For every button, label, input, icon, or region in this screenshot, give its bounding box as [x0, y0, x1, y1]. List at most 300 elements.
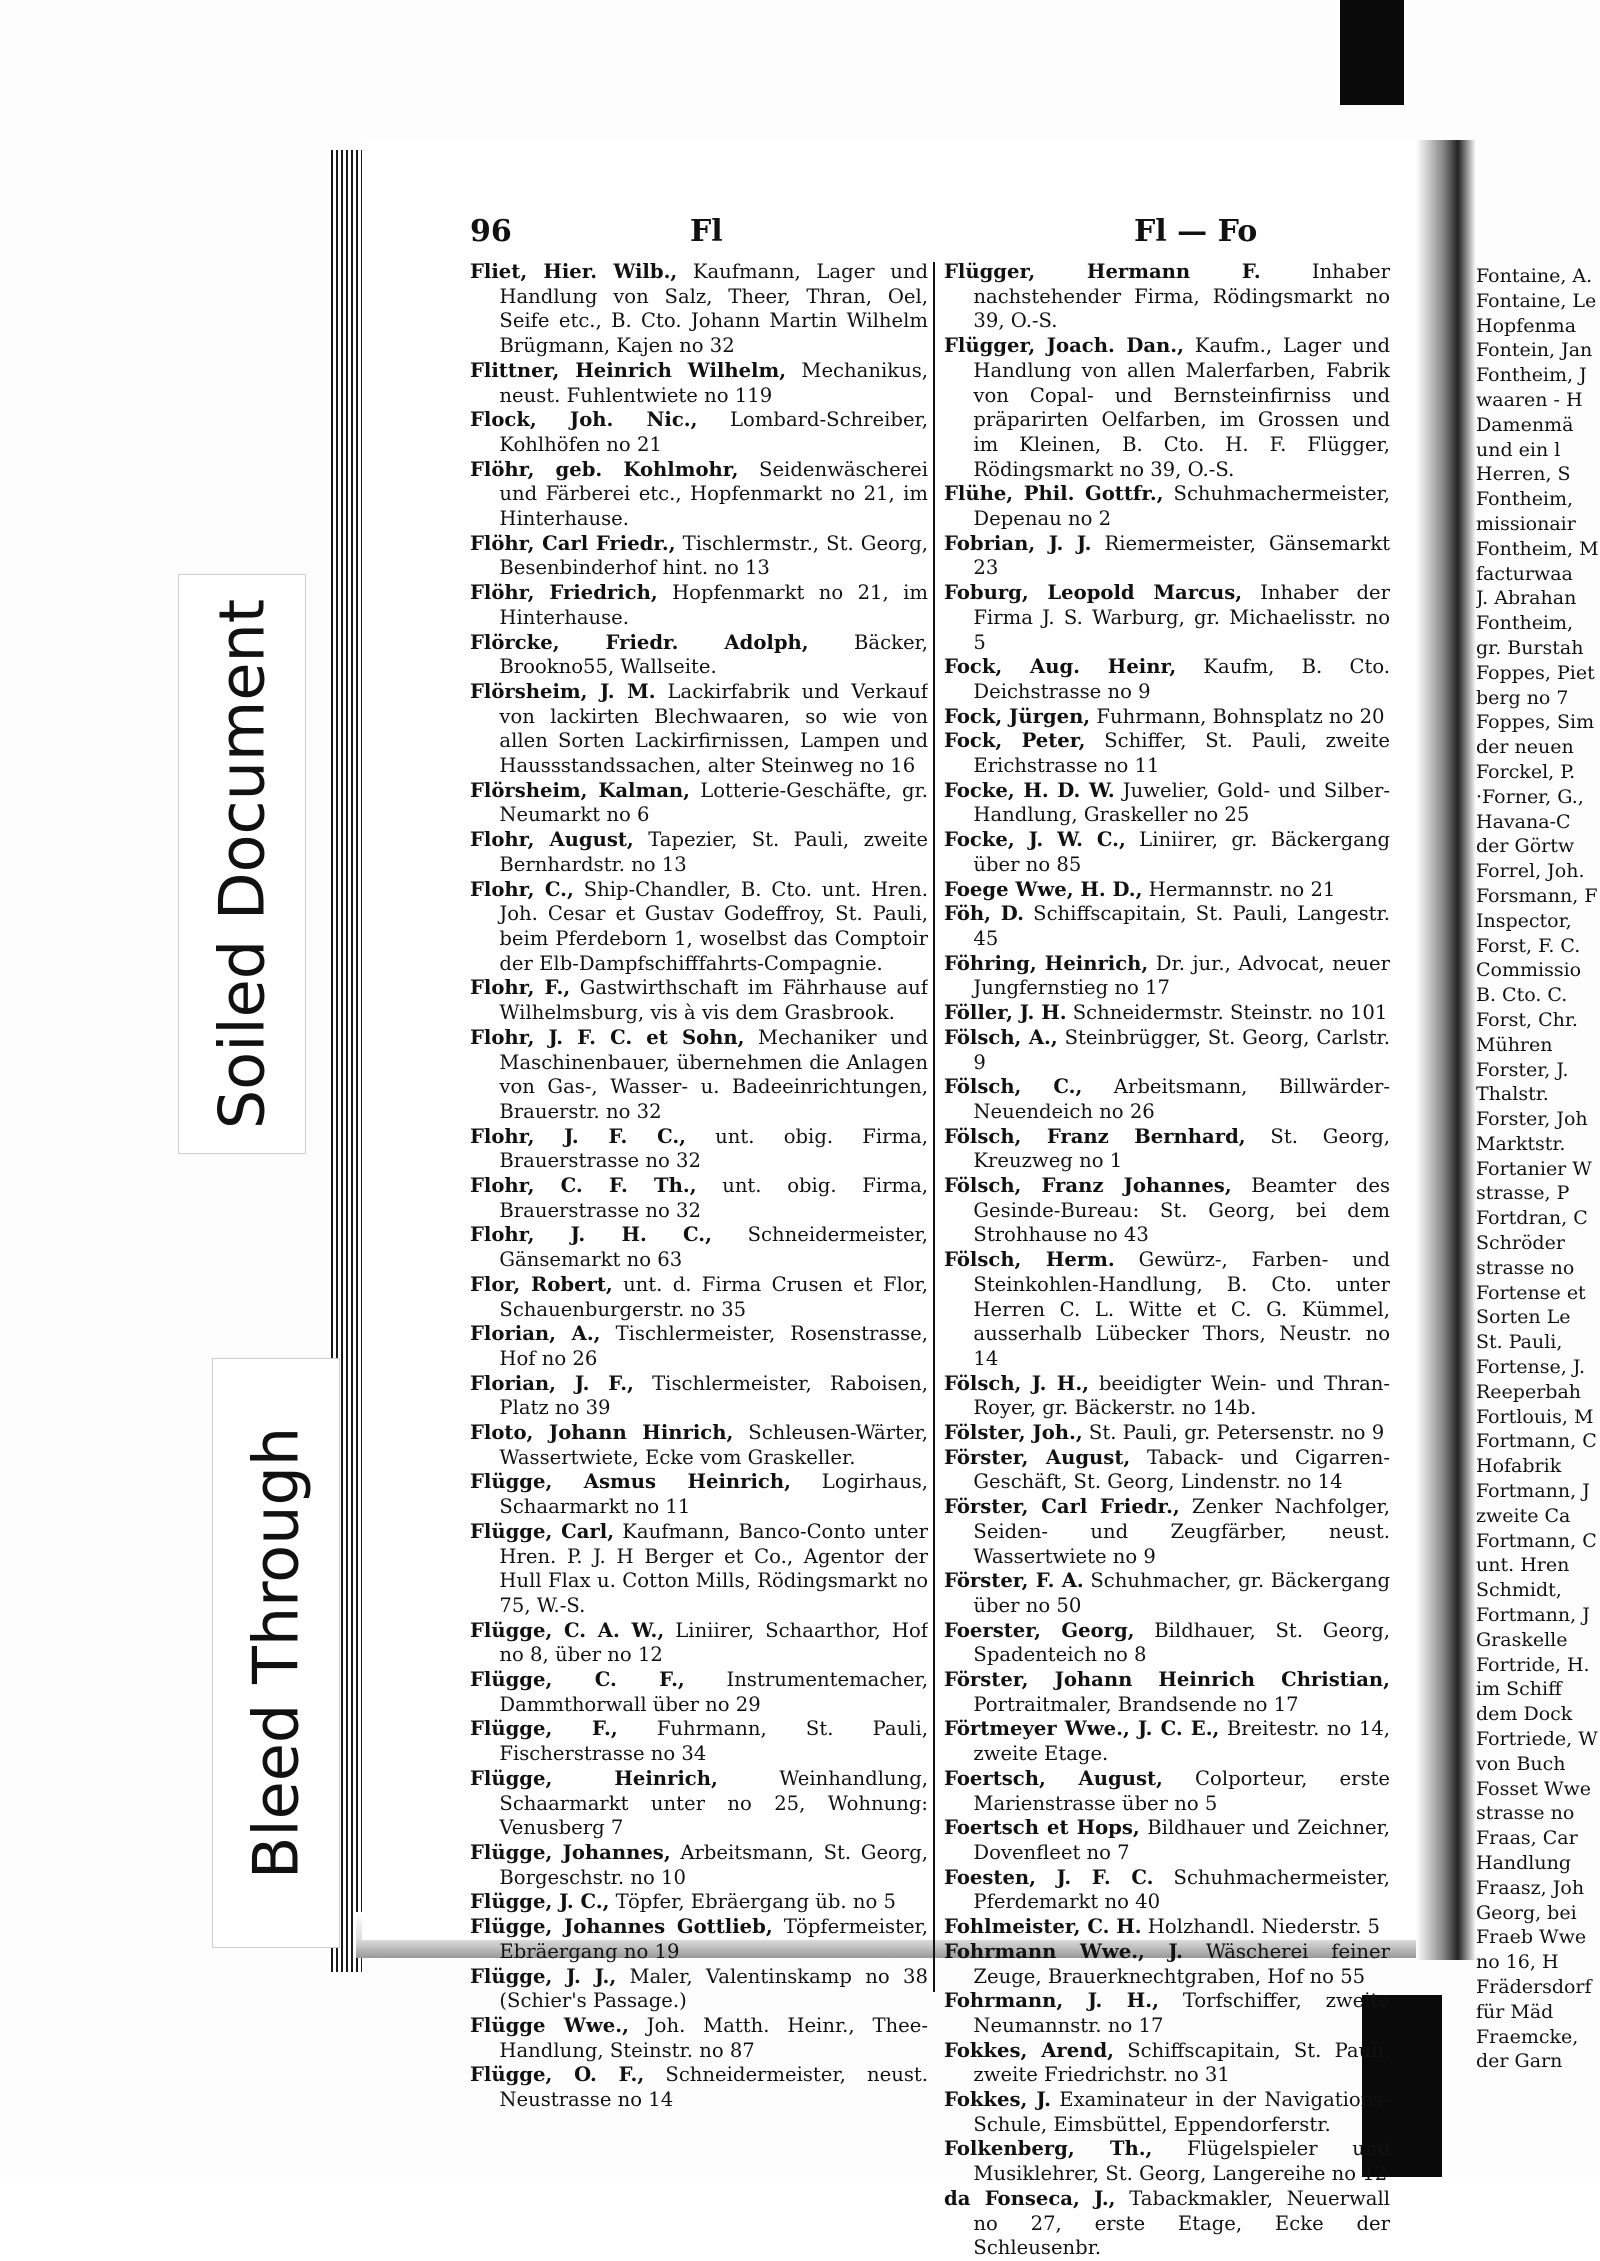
entry-details: Bildhauer, St. Georg, Spadenteich no 8 — [973, 1618, 1390, 1667]
directory-entry — [944, 828, 1390, 877]
entry-text — [470, 581, 928, 630]
entry-details: Inhaber der Firma J. S. Warburg, gr. Michaelisstr. no 5 — [973, 581, 1390, 654]
entry-details: unt. obig. Firma, Brauerstrasse no 32 — [499, 1174, 928, 1222]
entry-details: Lombard-Schreiber, Kohlhöfen no 21 — [499, 408, 928, 456]
entry-details: Tischlermeister, Rosenstrasse, Hof no 26 — [499, 1322, 928, 1370]
entry-details: Logirhaus, Schaarmarkt no 11 — [499, 1470, 928, 1519]
entry-text — [944, 532, 1390, 581]
directory-entry — [470, 779, 928, 828]
directory-entry — [470, 1125, 928, 1174]
entry-text — [944, 1816, 1390, 1865]
entry-text — [944, 1248, 1390, 1372]
edge-entry-fragment: Havana-C — [1476, 810, 1571, 833]
edge-entry-fragment: Foppes, Piet — [1476, 661, 1595, 684]
edge-entry-fragment: Forst, Chr. — [1476, 1008, 1578, 1031]
directory-entry — [944, 902, 1390, 951]
entry-text — [470, 779, 928, 828]
entry-name: Flörsheim, Kalman, — [470, 778, 690, 802]
directory-entry — [944, 878, 1390, 903]
edge-entry-fragment: gr. Burstah — [1476, 636, 1584, 659]
entry-name: Flügge Wwe., — [470, 2013, 629, 2037]
entry-name: Flügge, O. F., — [470, 2063, 645, 2087]
entry-details: Lackirfabrik und Verkauf von lackirten Blechwaaren, so wie von allen Sorten Lackirfirnissen, Lampen und Haussstandssachen, alter Steinweg no 16 — [499, 679, 928, 778]
edge-entry-fragment: Fraemcke, — [1476, 2025, 1579, 2048]
entry-details: unt. obig. Firma, Brauerstrasse no 32 — [499, 1124, 928, 1173]
entry-name: Foesten, J. F. C. — [944, 1865, 1154, 1889]
left-directory-column — [470, 260, 928, 2113]
entry-name: Flügger, Hermann F. — [944, 260, 1261, 283]
entry-name: Flock, Joh. Nic., — [470, 408, 698, 432]
directory-entry — [470, 1619, 928, 1668]
edge-entry-fragment: Fortdran, C — [1476, 1207, 1588, 1230]
directory-entry — [944, 952, 1390, 1001]
directory-entry — [470, 1841, 928, 1890]
right-running-head: Fl — Fo — [1134, 214, 1258, 249]
entry-details: Hopfenmarkt no 21, im Hinterhause. — [499, 581, 928, 629]
entry-name: Flügge, C. A. W., — [470, 1618, 665, 1642]
entry-text — [470, 1174, 928, 1223]
directory-entry — [944, 2088, 1390, 2137]
entry-name: Flügge, Asmus Heinrich, — [470, 1470, 791, 1494]
directory-entry — [944, 1001, 1390, 1026]
directory-entry — [470, 2063, 928, 2112]
entry-details: Hermannstr. no 21 — [1142, 877, 1336, 901]
entry-name: Flügge, J. J., — [470, 1964, 617, 1988]
entry-details: unt. d. Firma Crusen et Flor, Schauenburgerstr. no 35 — [499, 1272, 928, 1321]
edge-entry-fragment: Thalstr. — [1476, 1083, 1549, 1106]
entry-name: Föller, J. H. — [944, 1001, 1067, 1025]
entry-text — [944, 1569, 1390, 1618]
entry-name: Fölsch, Franz Johannes, — [944, 1174, 1232, 1198]
entry-details: Schiffer, St. Pauli, zweite Erichstrasse no 11 — [973, 729, 1390, 778]
entry-text — [470, 1421, 928, 1470]
entry-text — [470, 1322, 928, 1371]
entry-name: Flügge, Carl, — [470, 1519, 615, 1543]
entry-text — [944, 952, 1390, 1001]
entry-details: Schneidermstr. Steinstr. no 101 — [1066, 1001, 1388, 1025]
entry-details: Schuhmacher, gr. Bäckergang über no 50 — [973, 1569, 1390, 1617]
edge-entry-fragment: für Mäd — [1476, 2000, 1554, 2023]
entry-text — [944, 1421, 1390, 1446]
entry-name: Flühe, Phil. Gottfr., — [944, 482, 1164, 506]
entry-text — [470, 1965, 928, 2014]
directory-entry — [470, 2014, 928, 2063]
edge-entry-fragment: der Görtw — [1476, 835, 1575, 858]
entry-text — [470, 878, 928, 977]
entry-name: Flügge, F., — [470, 1717, 618, 1741]
entry-name: Flohr, F., — [470, 976, 571, 1000]
entry-name: Flügge, Johannes, — [470, 1841, 671, 1864]
entry-text — [944, 729, 1390, 778]
directory-entry — [944, 1248, 1390, 1372]
entry-details: Töpfer, Ebräergang üb. no 5 — [609, 1890, 897, 1914]
edge-entry-fragment: Fraasz, Joh — [1476, 1876, 1585, 1899]
entry-details: Maler, Valentinskamp no 38 (Schier's Passage.) — [499, 1964, 928, 2013]
entry-text — [470, 1273, 928, 1322]
edge-entry-fragment: Inspector, — [1476, 909, 1572, 932]
entry-text — [470, 680, 928, 779]
entry-name: Flittner, Heinrich Wilhelm, — [470, 358, 787, 382]
entry-name: Flöhr, Friedrich, — [470, 581, 658, 605]
entry-name: da Fonseca, J., — [944, 2186, 1116, 2210]
directory-entry — [944, 1668, 1390, 1717]
edge-entry-fragment: Fontein, Jan — [1476, 339, 1593, 362]
entry-name: Fölsch, J. H., — [944, 1371, 1089, 1395]
directory-entry — [470, 828, 928, 877]
entry-text — [944, 779, 1390, 828]
directory-entry — [944, 705, 1390, 730]
entry-name: Foertsch et Hops, — [944, 1816, 1140, 1840]
edge-entry-fragment: Sorten Le — [1476, 1306, 1571, 1329]
directory-entry — [944, 2039, 1390, 2088]
entry-text — [944, 2137, 1390, 2186]
edge-entry-fragment: Commissio — [1476, 959, 1582, 982]
entry-text — [944, 1717, 1390, 1766]
entry-text — [470, 828, 928, 877]
entry-text — [470, 1026, 928, 1125]
edge-entry-fragment: Fontheim, M — [1476, 537, 1599, 560]
entry-name: Flohr, J. F. C. et Sohn, — [470, 1025, 745, 1049]
entry-name: Flügge, Heinrich, — [470, 1766, 718, 1790]
entry-details: Portraitmaler, Brandsende no 17 — [973, 1692, 1299, 1716]
entry-name: Fock, Jürgen, — [944, 704, 1091, 728]
entry-details: Ship-Chandler, B. Cto. unt. Hren. Joh. Cesar et Gustav Godeffroy, St. Pauli, beim Pferdeborn 1, woselbst das Comptoir der Elb-Dampfschifffahrts-Compagnie. — [499, 877, 928, 975]
entry-name: Florian, J. F., — [470, 1371, 634, 1395]
entry-details: Joh. Matth. Heinr., Thee-Handlung, Steinstr. no 87 — [499, 2013, 928, 2062]
directory-entry — [944, 1446, 1390, 1495]
directory-entry — [470, 680, 928, 779]
edge-entry-fragment: Fontheim, — [1476, 488, 1574, 511]
edge-entry-fragment: Fontheim, J — [1476, 364, 1587, 387]
directory-entry — [470, 408, 928, 457]
directory-entry — [470, 1026, 928, 1125]
entry-name: Folkenberg, Th., — [944, 2137, 1153, 2161]
entry-details: Inhaber nachstehender Firma, Rödingsmarkt no 39, O.-S. — [973, 260, 1390, 333]
entry-text — [944, 1668, 1390, 1717]
entry-name: Flügge, C. F., — [470, 1668, 685, 1692]
entry-details: Breitestr. no 14, zweite Etage. — [973, 1717, 1390, 1766]
entry-details: Arbeitsmann, Billwärder-Neuendeich no 26 — [973, 1075, 1390, 1123]
entry-name: Foege Wwe, H. D., — [944, 877, 1143, 901]
entry-details: Mechaniker und Maschinenbauer, übernehmen die Anlagen von Gas-, Wasser- u. Badeeinrichtungen, Brauerstr. no 32 — [499, 1025, 928, 1123]
entry-text — [944, 1174, 1390, 1248]
edge-entry-fragment: Forst, F. C. — [1476, 934, 1581, 957]
entry-text — [944, 705, 1390, 730]
directory-entry — [470, 878, 928, 977]
edge-entry-fragment: der neuen — [1476, 736, 1574, 759]
edge-entry-fragment: Forrel, Joh. — [1476, 860, 1585, 883]
entry-text — [944, 1915, 1390, 1940]
entry-details: Bildhauer und Zeichner, Dovenfleet no 7 — [973, 1816, 1390, 1864]
entry-details: Juwelier, Gold- und Silber-Handlung, Graskeller no 25 — [973, 778, 1390, 827]
directory-entry — [470, 1668, 928, 1717]
entry-details: Tischlermstr., St. Georg, Besenbinderhof hint. no 13 — [499, 531, 928, 580]
directory-entry — [470, 532, 928, 581]
entry-name: Focke, H. D. W. — [944, 778, 1115, 802]
entry-name: Fohrmann Wwe., J. — [944, 1939, 1183, 1963]
entry-name: Fokkes, Arend, — [944, 2038, 1114, 2062]
entry-name: Flörsheim, J. M. — [470, 679, 656, 703]
directory-entry — [470, 976, 928, 1025]
directory-entry — [470, 1717, 928, 1766]
entry-name: Fobrian, J. J. — [944, 531, 1092, 555]
directory-entry — [470, 1273, 928, 1322]
entry-text — [470, 631, 928, 680]
edge-entry-fragment: Fortanier W — [1476, 1157, 1592, 1180]
directory-entry — [470, 1372, 928, 1421]
entry-details: Tischlermeister, Raboisen, Platz no 39 — [499, 1371, 928, 1420]
edge-entry-fragment: Fortmann, C — [1476, 1529, 1597, 1552]
entry-text — [944, 1767, 1390, 1816]
edge-entry-fragment: Fontaine, Le — [1476, 289, 1597, 312]
entry-details: Schleusen-Wärter, Wassertwiete, Ecke vom Graskeller. — [499, 1421, 928, 1469]
entry-details: Torfschiffer, zweite Neumannstr. no 17 — [973, 1989, 1390, 2037]
edge-entry-fragment: unt. Hren — [1476, 1554, 1570, 1577]
entry-text — [944, 2088, 1390, 2137]
entry-text — [944, 828, 1390, 877]
entry-details: Kaufmann, Lager und Handlung von Salz, Theer, Thran, Oel, Seife etc., B. Cto. Johann Martin Wilhelm Brügmann, Kajen no 32 — [499, 260, 928, 358]
entry-text — [944, 334, 1390, 482]
directory-entry — [944, 655, 1390, 704]
entry-details: Fuhrmann, St. Pauli, Fischerstrasse no 34 — [499, 1717, 928, 1766]
directory-entry — [470, 1965, 928, 2014]
entry-details: St. Georg, Kreuzweg no 1 — [973, 1124, 1390, 1173]
entry-text — [470, 1372, 928, 1421]
entry-text — [470, 1470, 928, 1519]
edge-entry-fragment: Fosset Wwe — [1476, 1777, 1592, 1800]
bleed-through-label — [212, 1358, 340, 1948]
directory-entry — [944, 1174, 1390, 1248]
directory-entry — [944, 1915, 1390, 1940]
edge-entry-fragment: Forster, Joh — [1476, 1108, 1588, 1131]
edge-entry-fragment: Forsmann, F — [1476, 884, 1598, 907]
edge-entry-fragment: Fontheim, — [1476, 612, 1574, 635]
entry-name: Fliet, Hier. Wilb., — [470, 260, 678, 283]
entry-text — [944, 260, 1390, 334]
entry-name: Föh, D. — [944, 902, 1024, 926]
entry-text — [944, 878, 1390, 903]
scan-border-top — [1340, 0, 1404, 105]
entry-text — [944, 1940, 1390, 1989]
entry-text — [944, 1075, 1390, 1124]
directory-entry — [944, 2137, 1390, 2186]
directory-entry — [470, 359, 928, 408]
entry-name: Förster, F. A. — [944, 1569, 1084, 1593]
left-running-head: Fl — [690, 214, 723, 249]
entry-name: Flöhr, Carl Friedr., — [470, 531, 676, 555]
edge-entry-fragment: strasse, P — [1476, 1182, 1570, 1205]
entry-details: Steinbrügger, St. Georg, Carlstr. 9 — [973, 1025, 1390, 1074]
directory-entry — [944, 1816, 1390, 1865]
entry-text — [470, 1223, 928, 1272]
book-gutter — [1416, 140, 1476, 1960]
entry-name: Flöhr, geb. Kohlmohr, — [470, 457, 739, 481]
entry-name: Fölsch, Franz Bernhard, — [944, 1124, 1246, 1148]
directory-entry — [944, 482, 1390, 531]
entry-details: Lotterie-Geschäfte, gr. Neumarkt no 6 — [499, 778, 928, 827]
edge-entry-fragment: Foppes, Sim — [1476, 711, 1595, 734]
directory-entry — [944, 334, 1390, 482]
entry-details: Taback- und Cigarren-Geschäft, St. Georg, Lindenstr. no 14 — [973, 1445, 1390, 1494]
entry-details: Mechanikus, neust. Fuhlentwiete no 119 — [499, 358, 928, 407]
entry-details: Schiffscapitain, St. Pauli, zweite Friedrichstr. no 31 — [973, 2038, 1390, 2087]
edge-entry-fragment: dem Dock — [1476, 1703, 1573, 1726]
entry-text — [470, 1890, 928, 1915]
edge-entry-fragment: Graskelle — [1476, 1628, 1568, 1651]
entry-name: Foerster, Georg, — [944, 1618, 1135, 1642]
entry-details: Wäscherei feiner Zeuge, Brauerknechtgraben, Hof no 55 — [973, 1939, 1390, 1988]
directory-entry — [470, 1915, 928, 1964]
directory-entry — [944, 1989, 1390, 2038]
edge-entry-fragment: B. Cto. C. — [1476, 984, 1568, 1007]
entry-details: Liniirer, Schaarthor, Hof no 8, über no 12 — [499, 1618, 928, 1667]
entry-text — [470, 260, 928, 359]
entry-text — [470, 1520, 928, 1619]
entry-details: Schneidermeister, neust. Neustrasse no 14 — [499, 2063, 928, 2112]
edge-entry-fragment: im Schiff — [1476, 1678, 1562, 1701]
directory-entry — [944, 2187, 1390, 2261]
directory-entry — [944, 1767, 1390, 1816]
edge-entry-fragment: Fortmann, C — [1476, 1430, 1597, 1453]
directory-entry — [470, 1470, 928, 1519]
edge-entry-fragment: Marktstr. — [1476, 1132, 1566, 1155]
entry-text — [944, 2039, 1390, 2088]
directory-entry — [470, 1767, 928, 1841]
entry-text — [470, 2014, 928, 2063]
directory-entry — [944, 1075, 1390, 1124]
entry-name: Foburg, Leopold Marcus, — [944, 581, 1243, 605]
edge-entry-fragment: strasse no — [1476, 1802, 1575, 1825]
entry-details: Beamter des Gesinde-Bureau: St. Georg, bei dem Strohhause no 43 — [973, 1174, 1390, 1247]
entry-text — [470, 532, 928, 581]
edge-entry-fragment: der Garn — [1476, 2050, 1563, 2073]
directory-entry — [470, 631, 928, 680]
entry-name: Föhring, Heinrich, — [944, 951, 1149, 975]
entry-name: Fokkes, J. — [944, 2088, 1051, 2112]
entry-text — [944, 1866, 1390, 1915]
directory-entry — [470, 458, 928, 532]
entry-name: Förster, Johann Heinrich Christian, — [944, 1668, 1390, 1692]
entry-text — [470, 1619, 928, 1668]
entry-name: Fölsch, Herm. — [944, 1248, 1115, 1272]
bleed-through-text: Bleed Through — [239, 1426, 313, 1880]
directory-entry — [944, 1421, 1390, 1446]
directory-entry — [944, 1619, 1390, 1668]
edge-entry-fragment: Damenmä — [1476, 413, 1574, 436]
page-number: 96 — [470, 214, 512, 249]
entry-text — [944, 655, 1390, 704]
entry-details: Tabackmakler, Neuerwall no 27, erste Etage, Ecke der Schleusenbr. — [973, 2186, 1390, 2260]
entry-text — [944, 482, 1390, 531]
entry-details: Schuhmachermeister, Depenau no 2 — [973, 482, 1390, 531]
entry-name: Fock, Aug. Heinr, — [944, 655, 1177, 679]
entry-details: Schneidermeister, Gänsemarkt no 63 — [499, 1223, 928, 1272]
edge-entry-fragment: strasse no — [1476, 1256, 1575, 1279]
soiled-document-text: Soiled Document — [205, 598, 279, 1130]
entry-name: Foertsch, August, — [944, 1766, 1163, 1790]
edge-entry-fragment: Fortmann, J — [1476, 1604, 1590, 1627]
entry-details: Gewürz-, Farben- und Steinkohlen-Handlung, B. Cto. unter Herren C. L. Witte et C. G. Kümmel, ausserhalb Lübecker Thors, Neustr. no 14 — [973, 1248, 1390, 1370]
directory-entry — [944, 1940, 1390, 1989]
entry-details: Schuhmachermeister, Pferdemarkt no 40 — [973, 1865, 1390, 1914]
entry-name: Fohlmeister, C. H. — [944, 1915, 1142, 1939]
entry-text — [470, 408, 928, 457]
edge-entry-fragment: ·Forner, G., — [1476, 785, 1584, 808]
edge-entry-fragment: Mühren — [1476, 1033, 1553, 1056]
edge-entry-fragment: St. Pauli, — [1476, 1331, 1563, 1354]
entry-name: Flohr, August, — [470, 828, 634, 852]
directory-entry — [944, 1372, 1390, 1421]
entry-text — [944, 2187, 1390, 2261]
edge-entry-fragment: Georg, bei — [1476, 1901, 1577, 1924]
entry-details: St. Pauli, gr. Petersenstr. no 9 — [1082, 1421, 1385, 1445]
entry-name: Flohr, C., — [470, 877, 574, 901]
entry-details: Bäcker, Brookno55, Wallseite. — [499, 630, 928, 679]
soiled-document-label — [178, 574, 306, 1154]
edge-entry-fragment: Reeperbah — [1476, 1380, 1582, 1403]
edge-entry-fragment: Fontaine, A. — [1476, 265, 1593, 287]
edge-entry-fragment: Fortriede, W — [1476, 1728, 1598, 1751]
entry-details: Examinateur in der Navigations-Schule, Eimsbüttel, Eppendorferstr. — [973, 2088, 1390, 2136]
entry-name: Flohr, C. F. Th., — [470, 1174, 697, 1198]
facing-page-edge-column — [1476, 264, 1600, 2074]
entry-text — [470, 976, 928, 1025]
entry-details: Fuhrmann, Bohnsplatz no 20 — [1090, 704, 1385, 728]
directory-entry — [944, 532, 1390, 581]
entry-details: Zenker Nachfolger, Seiden- und Zeugfärber, neust. Wassertwiete no 9 — [973, 1495, 1390, 1568]
entry-name: Flohr, J. F. C., — [470, 1124, 686, 1148]
entry-text — [470, 1125, 928, 1174]
entry-text — [470, 458, 928, 532]
directory-entry — [470, 260, 928, 359]
edge-entry-fragment: von Buch — [1476, 1752, 1566, 1775]
edge-entry-fragment: missionair — [1476, 512, 1576, 535]
directory-entry — [470, 581, 928, 630]
edge-entry-fragment: Hopfenma — [1476, 314, 1577, 337]
directory-entry — [470, 1520, 928, 1619]
entry-name: Fölsch, A., — [944, 1025, 1058, 1049]
edge-entry-fragment: Forster, J. — [1476, 1058, 1569, 1081]
entry-text — [470, 1915, 928, 1964]
entry-text — [944, 902, 1390, 951]
entry-details: Tapezier, St. Pauli, zweite Bernhardstr. no 13 — [499, 828, 928, 876]
entry-details: Seidenwäscherei und Färberei etc., Hopfenmarkt no 21, im Hinterhause. — [499, 457, 928, 531]
entry-details: Kaufm, B. Cto. Deichstrasse no 9 — [973, 655, 1390, 703]
entry-details: Weinhandlung, Schaarmarkt unter no 25, Wohnung: Venusberg 7 — [499, 1766, 928, 1840]
entry-details: Holzhandl. Niederstr. 5 — [1141, 1915, 1381, 1939]
entry-details: Dr. jur., Advocat, neuer Jungfernstieg no 17 — [973, 951, 1390, 1000]
entry-name: Förster, August, — [944, 1445, 1131, 1469]
edge-entry-fragment: Fortride, H. — [1476, 1653, 1590, 1676]
entry-details: Arbeitsmann, St. Georg, Borgeschstr. no 10 — [499, 1841, 928, 1889]
edge-entry-fragment: Hofabrik — [1476, 1455, 1562, 1478]
entry-text — [944, 1619, 1390, 1668]
entry-name: Floto, Johann Hinrich, — [470, 1421, 734, 1445]
directory-entry — [944, 1495, 1390, 1569]
directory-entry — [944, 729, 1390, 778]
entry-details: Instrumentemacher, Dammthorwall über no 29 — [499, 1668, 928, 1716]
entry-name: Förtmeyer Wwe., J. C. E., — [944, 1717, 1220, 1741]
entry-name: Focke, J. W. C., — [944, 828, 1126, 852]
entry-name: Flügger, Joach. Dan., — [944, 334, 1184, 358]
edge-entry-fragment: Herren, S — [1476, 463, 1571, 486]
entry-details: beeidigter Wein- und Thran-Royer, gr. Bäckerstr. no 14b. — [973, 1371, 1390, 1420]
entry-name: Flügge, J. C., — [470, 1890, 610, 1914]
entry-text — [944, 1446, 1390, 1495]
edge-entry-fragment: berg no 7 — [1476, 686, 1569, 709]
edge-entry-fragment: waaren - H — [1476, 388, 1583, 411]
edge-entry-fragment: Fortlouis, M — [1476, 1405, 1594, 1428]
